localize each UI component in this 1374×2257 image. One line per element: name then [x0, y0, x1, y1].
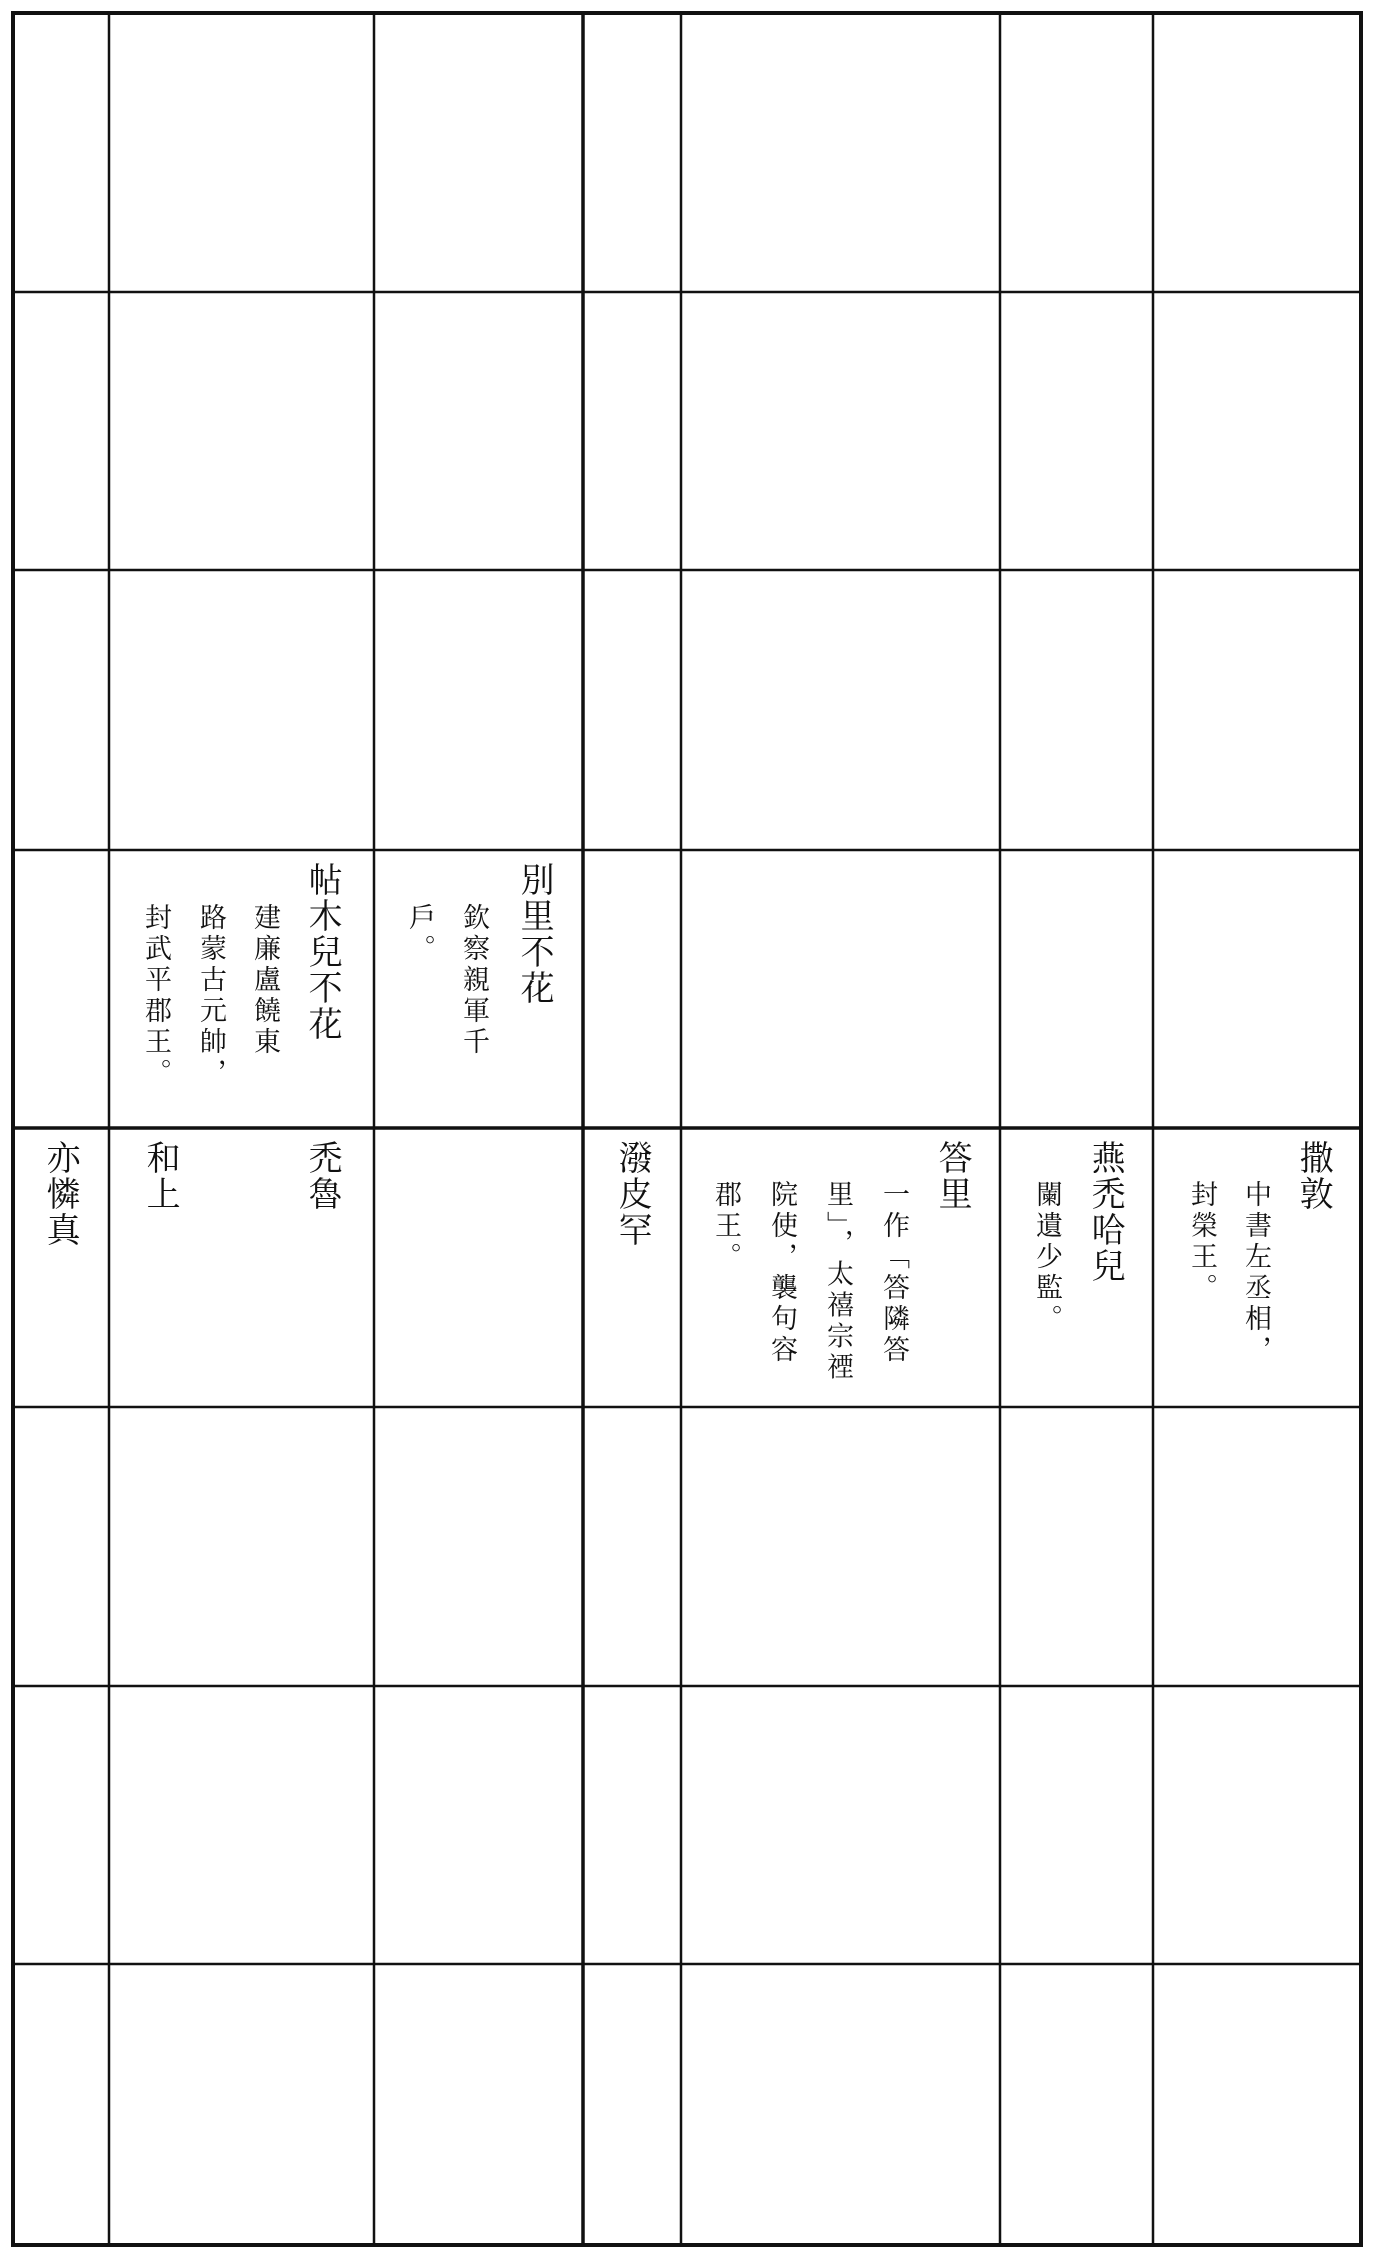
- cell-r4c2-name: 帖木兒不花: [302, 862, 343, 1042]
- cell-r5c5-note-3: 院使，襲句容: [766, 1180, 798, 1366]
- cell-r4c2-note-1: 建廉盧饒東: [249, 903, 281, 1058]
- cell-r5c5-note-1: 一作「答隣答: [878, 1180, 910, 1366]
- cell-r4c2-note-2: 路蒙古元帥，: [195, 903, 227, 1089]
- cell-r5c6-note-1: 闌遺少監。: [1031, 1180, 1063, 1335]
- cell-r4c3-note-2: 戶。: [404, 903, 436, 965]
- cell-r5c1-name: 亦憐真: [40, 1140, 81, 1248]
- cell-r4c3-note-1: 欽察親軍千: [458, 903, 490, 1058]
- cell-r4c3-name: 別里不花: [514, 862, 555, 1006]
- cell-r5c4-name: 潑皮罕: [612, 1140, 653, 1248]
- cell-r5c7-note-1: 中書左丞相，: [1240, 1180, 1272, 1366]
- cell-r5c7-note-2: 封榮王。: [1186, 1180, 1218, 1304]
- cell-r5c5-note-4: 郡王。: [710, 1180, 742, 1273]
- cell-r4c2-note-3: 封武平郡王。: [140, 903, 172, 1089]
- cell-r5c7-name: 撒敦: [1293, 1140, 1334, 1212]
- cell-r5c2-name-right: 禿魯: [302, 1140, 343, 1212]
- cell-r5c6-name: 燕禿哈兒: [1085, 1140, 1126, 1284]
- cell-r5c5-note-2: 里」，太禧宗禋: [822, 1180, 854, 1384]
- cell-r5c2-name-left: 和上: [140, 1140, 181, 1212]
- cell-r5c5-name: 答里: [932, 1140, 973, 1212]
